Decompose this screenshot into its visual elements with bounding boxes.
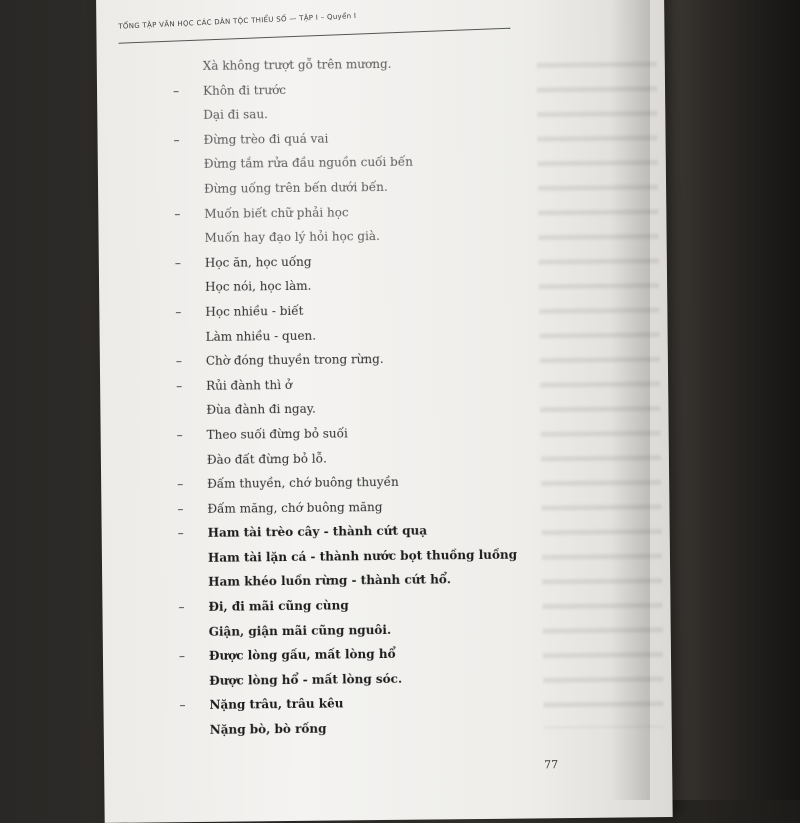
line-text: Làm nhiều - quen. [205, 328, 317, 344]
line-text: Rủi đành thì ở [206, 377, 293, 393]
header-rule [119, 28, 511, 44]
line-text: Đừng tắm rửa đầu nguồn cuối bến [203, 155, 413, 172]
page-edge-shadow [610, 0, 650, 800]
line-text: Giận, giận mãi cũng nguôi. [208, 622, 392, 639]
line-text: Đào đất đừng bỏ lỗ. [206, 451, 327, 467]
line-text: Đấm thuyền, chớ buông thuyền [207, 474, 399, 491]
line-dash: – [176, 427, 183, 443]
line-text: Ham tài trèo cây - thành cứt quạ [207, 523, 428, 541]
line-text: Xà không trượt gỗ trên mương. [202, 56, 392, 73]
line-text: Được lòng hổ - mất lòng sóc. [209, 671, 403, 688]
line-dash: – [176, 378, 183, 393]
line-text: Đi, đi mãi cũng cùng [208, 598, 349, 614]
line-dash: – [174, 255, 181, 270]
proverb-list [173, 50, 620, 743]
line-text: Ham tài lặn cá - thành nước bọt thuồng luồng [207, 547, 518, 565]
line-dash: – [178, 600, 185, 615]
line-dash: – [177, 477, 184, 492]
line-text: Đừng trèo đi quá vai [203, 131, 329, 147]
line-text: Theo suối đừng bỏ suối [206, 426, 348, 442]
line-text: Nặng bò, bò rống [209, 721, 327, 737]
line-dash: – [172, 83, 180, 98]
line-dash: – [179, 698, 186, 713]
line-text: Được lòng gấu, mất lòng hổ [208, 647, 396, 664]
line-text: Khôn đi trước [202, 82, 287, 98]
line-text: Chờ đóng thuyền trong rừng. [205, 352, 384, 368]
line-text: Dại đi sau. [203, 107, 268, 123]
line-text: Học nói, học làm. [205, 279, 312, 295]
text-line [180, 714, 620, 743]
line-dash: – [174, 206, 181, 221]
line-text: Ham khéo luồn rừng - thành cứt hổ. [208, 572, 452, 590]
line-text: Đừng uống trên bến dưới bến. [203, 179, 388, 196]
line-dash: – [175, 354, 182, 369]
line-dash: – [177, 526, 184, 541]
line-text: Học ăn, học uống [204, 254, 312, 270]
line-text: Nặng trâu, trâu kêu [209, 696, 344, 713]
line-text: Muốn hay đạo lý hỏi học già. [204, 229, 380, 246]
line-dash: – [173, 132, 180, 147]
line-dash: – [175, 305, 182, 320]
line-text: Đùa đành đi ngay. [206, 402, 316, 418]
running-header: TỔNG TẬP VĂN HỌC CÁC DÂN TỘC THIỂU SỐ — TẬP I – Quyển I [118, 11, 357, 31]
line-text: Đấm măng, chớ buông măng [207, 499, 383, 516]
line-text: Muốn biết chữ phải học [204, 204, 349, 221]
line-text: Học nhiều - biết [205, 303, 304, 319]
line-dash: – [178, 649, 186, 664]
page-number: 77 [544, 758, 559, 772]
book-page [96, 0, 673, 823]
line-dash: – [177, 501, 184, 516]
